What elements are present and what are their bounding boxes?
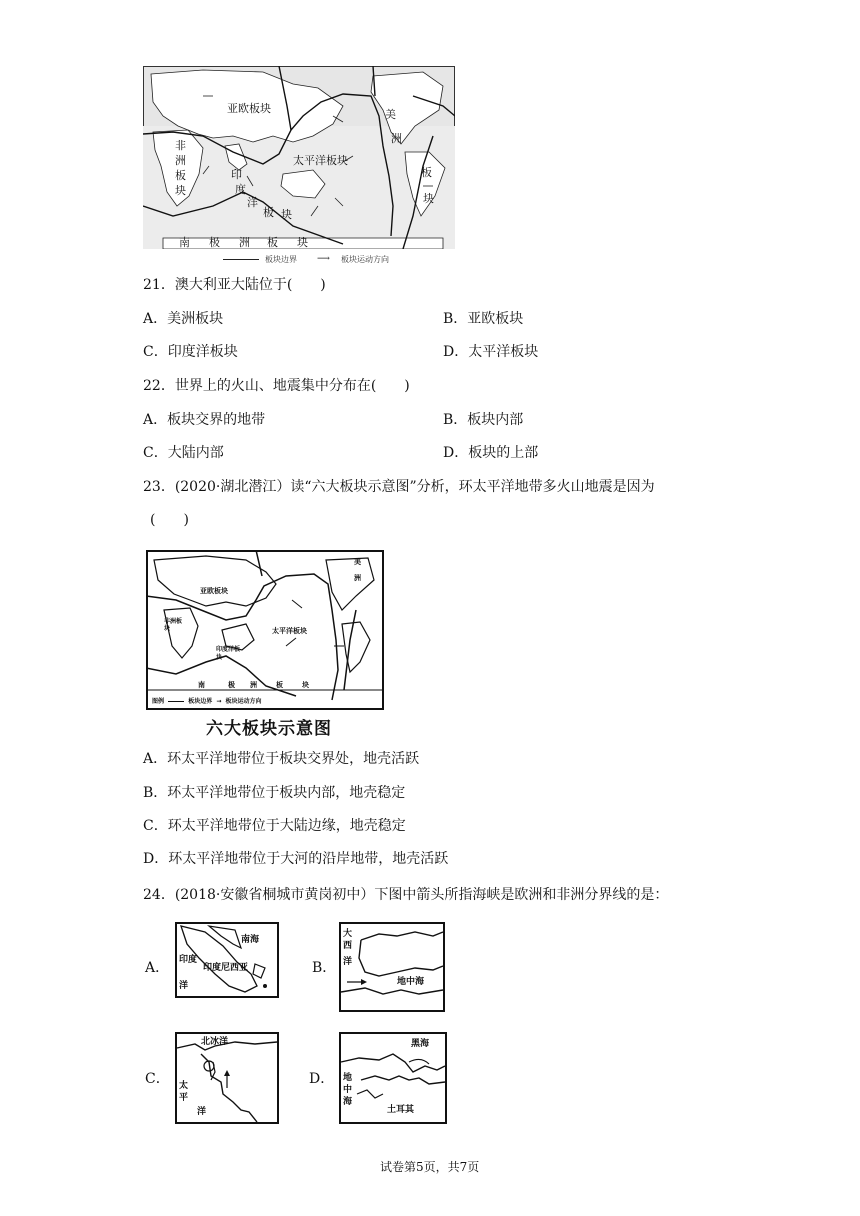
- q23-option-d: [143, 850, 448, 868]
- q21-option-b-letter: B．: [443, 311, 468, 327]
- q21-option-d: [443, 343, 538, 361]
- q21-option-b: [443, 310, 523, 328]
- label-africa-2: 洲: [175, 154, 186, 167]
- map1-legend: [223, 254, 453, 266]
- q24d-label-black-sea: 黑海: [411, 1039, 430, 1049]
- q23-option-b: [143, 784, 405, 802]
- q24c-label-pacific-1: 太平: [179, 1081, 189, 1103]
- label-antarctic-3: 洲: [239, 236, 250, 249]
- q24-option-d-letter: D．: [309, 1071, 335, 1087]
- q24b-label-mediterranean: 地中海: [397, 977, 425, 987]
- map2-legend-arrow: →: [216, 698, 222, 705]
- q24-option-a-letter: A．: [145, 960, 170, 976]
- q23-option-d-letter: D．: [143, 851, 169, 867]
- label-america-3: 板: [421, 166, 432, 179]
- legend-boundary-line: [223, 259, 259, 260]
- q22-option-b-text: 板块内部: [467, 412, 524, 428]
- map2-antarctic-3: 洲: [250, 681, 257, 689]
- q24d-label-turkey: 土耳其: [387, 1105, 415, 1115]
- map2-label-pacific: 太平洋板块: [272, 627, 307, 635]
- label-africa-4: 块: [175, 184, 186, 197]
- map2-legend-boundary: 板块边界: [188, 698, 213, 705]
- q23-option-c-letter: C．: [143, 818, 168, 834]
- q21-option-c: [143, 343, 238, 361]
- label-indian-3: 洋: [247, 196, 258, 209]
- label-indian-1: 印: [231, 168, 242, 181]
- map2-legend-direction: 板块运动方向: [225, 698, 262, 705]
- label-antarctic-5: 块: [297, 236, 308, 249]
- map2-legend: [152, 696, 261, 705]
- q24a-label-indian-1: 印度: [179, 955, 198, 965]
- label-america-2: 洲: [391, 132, 402, 145]
- q21-option-d-letter: D．: [443, 344, 469, 360]
- label-eurasia-plate: 亚欧板块: [227, 102, 271, 115]
- question-23-stem-cont: ( ): [150, 512, 189, 528]
- map2-label-america: 美洲: [354, 558, 361, 582]
- label-indian-4: 板: [263, 206, 274, 219]
- q22-option-d: [443, 444, 538, 462]
- q24-option-b-letter: B．: [312, 960, 337, 976]
- q24c-label-pacific-2: 洋: [197, 1107, 207, 1117]
- label-america-1: 美: [385, 108, 396, 121]
- q23-option-a-text: 环太平洋地带位于板块交界处，地壳活跃: [167, 751, 420, 767]
- q21-option-d-text: 太平洋板块: [468, 344, 539, 360]
- q21-option-a-text: 美洲板块: [167, 311, 224, 327]
- map2-legend-title: 图例: [152, 698, 165, 705]
- map2-antarctic-5: 块: [302, 681, 309, 689]
- q22-option-a-text: 板块交界的地带: [167, 412, 266, 428]
- q22-option-a: [143, 411, 265, 429]
- q24b-label-atlantic-1: 大西: [343, 929, 353, 951]
- q24-option-b-map: [339, 922, 445, 1012]
- q24a-label-south-sea: 南海: [241, 935, 260, 945]
- q24-option-a-map: [175, 922, 279, 998]
- plate-map-2: [146, 550, 384, 710]
- label-indian-2: 度: [235, 183, 246, 196]
- q24d-label-mediterranean: 地中海: [343, 1073, 353, 1107]
- label-africa-1: 非: [175, 139, 186, 152]
- label-africa-plate: [175, 138, 187, 198]
- plate-map-1: [143, 66, 455, 249]
- question-24-stem: 24．(2018·安徽省桐城市黄岗初中）下图中箭头所指海峡是欧洲和非洲分界线的是：: [143, 887, 669, 903]
- q22-option-d-letter: D．: [443, 445, 469, 461]
- label-indian-5: 块: [281, 208, 292, 221]
- q22-option-c-letter: C．: [143, 445, 168, 461]
- q24a-label-indian-2: 洋: [179, 981, 189, 991]
- question-23-stem: 23．(2020·湖北潜江）读“六大板块示意图”分析，环太平洋地带多火山地震是因为: [143, 479, 655, 495]
- q23-option-b-letter: B．: [143, 785, 168, 801]
- q22-option-c-text: 大陆内部: [167, 445, 224, 461]
- q21-option-a-letter: A．: [143, 311, 168, 327]
- map2-label-eurasia: 亚欧板块: [200, 587, 228, 595]
- q22-option-b: [443, 411, 523, 429]
- q21-option-c-letter: C．: [143, 344, 168, 360]
- q22-option-b-letter: B．: [443, 412, 468, 428]
- map2-label-indian: 印度洋板块: [216, 646, 241, 661]
- label-antarctic-2: 极: [209, 236, 220, 249]
- q24a-label-indonesia: 印度尼西亚: [203, 963, 249, 973]
- q23-option-c-text: 环太平洋地带位于大陆边缘，地壳稳定: [167, 818, 406, 834]
- legend-direction-label: 板块运动方向: [341, 255, 389, 264]
- q21-option-a: [143, 310, 223, 328]
- label-africa-3: 板: [175, 169, 186, 182]
- q21-option-b-text: 亚欧板块: [467, 311, 524, 327]
- q23-option-c: [143, 817, 406, 835]
- q23-option-b-text: 环太平洋地带位于板块内部，地壳稳定: [167, 785, 406, 801]
- label-antarctic-1: 南: [179, 236, 190, 249]
- map2-antarctic-1: 南: [198, 681, 205, 689]
- label-america-4: 块: [423, 192, 434, 205]
- q23-option-a: [143, 750, 419, 768]
- q21-option-c-text: 印度洋板块: [167, 344, 238, 360]
- legend-direction-arrow: ⟶: [317, 254, 330, 264]
- question-21-stem: 21．澳大利亚大陆位于( ): [143, 277, 326, 293]
- map2-legend-line: [168, 701, 184, 702]
- map2-caption: 六大板块示意图: [206, 719, 332, 739]
- q23-option-d-text: 环太平洋地带位于大河的沿岸地带，地壳活跃: [168, 851, 449, 867]
- map2-label-africa: 非洲板块: [164, 618, 183, 632]
- question-22-stem: 22．世界上的火山、地震集中分布在( ): [143, 378, 410, 394]
- label-pacific-plate: 太平洋板块: [293, 154, 348, 167]
- q24-option-c-letter: C．: [145, 1071, 170, 1087]
- label-antarctic-4: 板: [267, 236, 278, 249]
- q24b-label-atlantic-2: 洋: [343, 957, 353, 967]
- q22-option-c: [143, 444, 224, 462]
- legend-boundary-label: 板块边界: [265, 255, 297, 264]
- page-footer: 试卷第5页，共7页: [380, 1160, 480, 1174]
- q22-option-d-text: 板块的上部: [468, 445, 539, 461]
- q24c-label-arctic: 北冰洋: [201, 1037, 229, 1047]
- q24-option-c-map: [175, 1032, 279, 1124]
- map2-antarctic-2: 极: [228, 681, 235, 689]
- q22-option-a-letter: A．: [143, 412, 168, 428]
- q24-option-d-map: [339, 1032, 447, 1124]
- map2-antarctic-4: 板: [276, 681, 283, 689]
- q23-option-a-letter: A．: [143, 751, 168, 767]
